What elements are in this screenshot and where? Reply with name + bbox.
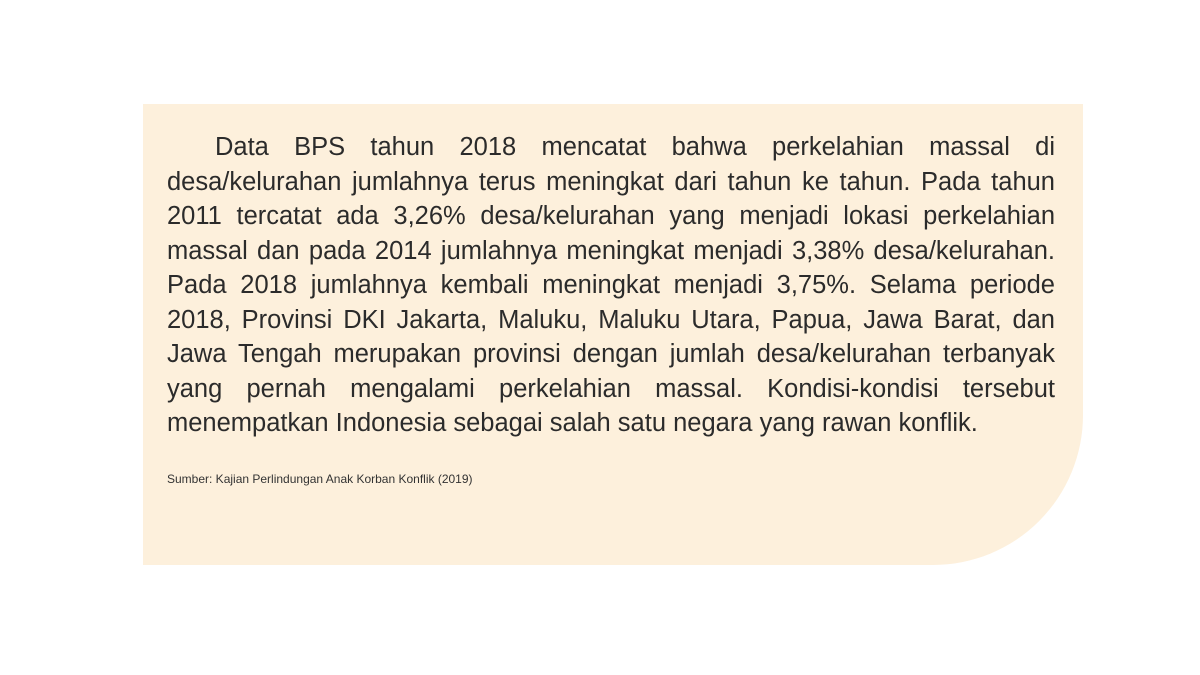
- info-card: [143, 104, 1083, 565]
- body-paragraph: Data BPS tahun 2018 mencatat bahwa perkelahian massal di desa/kelurahan jumlahnya terus meningkat dari tahun ke tahun. Pada tahun 2011 tercatat ada 3,26% desa/kelurahan yang menjadi lokasi perkelahian massal dan pada 2014 jumlahnya meningkat menjadi 3,38% desa/kelurahan. Pada 2018 jumlahnya kembali meningkat menjadi 3,75%. Selama periode 2018, Provinsi DKI Jakarta, Maluku, Maluku Utara, Papua, Jawa Barat, dan Jawa Tengah merupakan provinsi dengan jumlah desa/kelurahan terbanyak yang pernah mengalami perkelahian massal. Kondisi-kondisi tersebut menempatkan Indonesia sebagai salah satu negara yang rawan konflik.: [167, 133, 1055, 437]
- source-caption: Sumber: Kajian Perlindungan Anak Korban Konflik (2019): [167, 471, 473, 486]
